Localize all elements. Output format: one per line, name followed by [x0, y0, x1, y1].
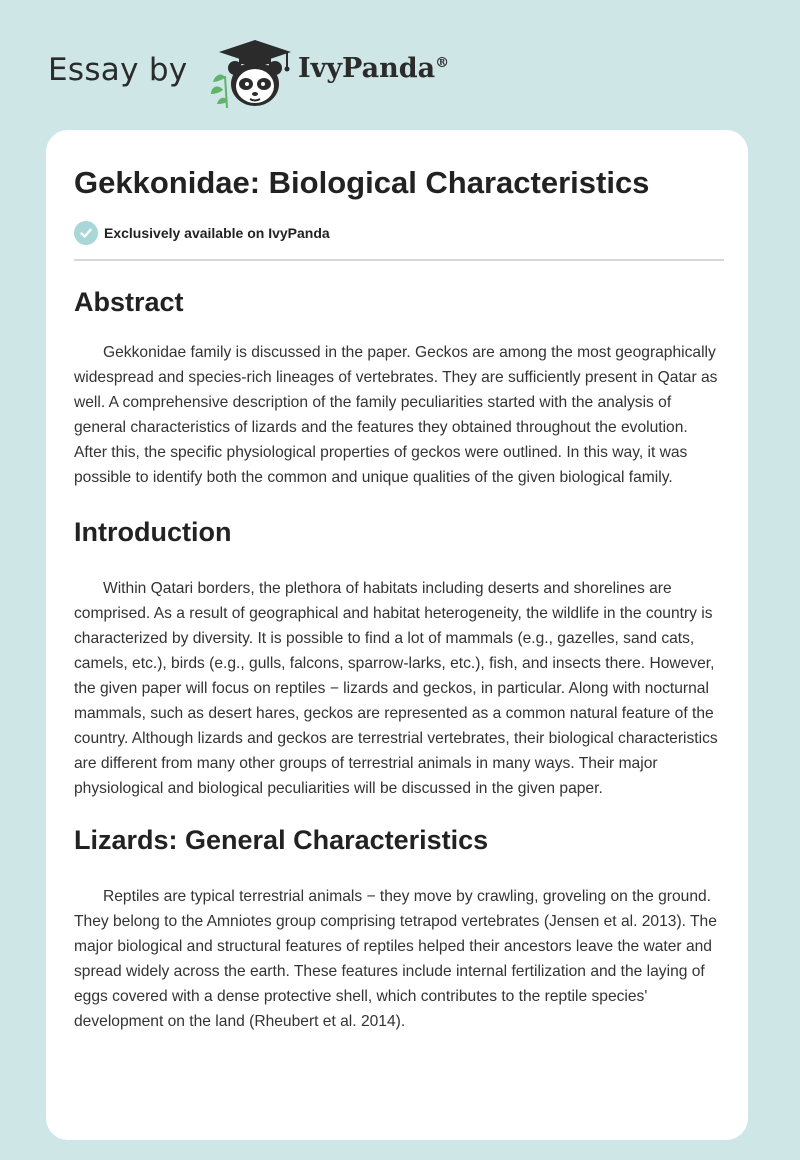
essay-content — [74, 163, 724, 1034]
essay-by-label: Essay by — [48, 52, 188, 88]
exclusive-badge — [74, 220, 724, 246]
page-title: Gekkonidae: Biological Characteristics — [74, 165, 650, 200]
registered-mark: ® — [435, 55, 450, 71]
panda-graduate-icon[interactable] — [203, 36, 298, 112]
section-heading-introduction: Introduction — [74, 517, 232, 547]
section-heading-abstract: Abstract — [74, 287, 184, 317]
section-paragraph-lizards: Reptiles are typical terrestrial animals − they move by crawling, groveling on the ground. They belong to the Amniotes group comprising tetrapod vertebrates (Jensen et al. 2013). The major biological and structural features of reptiles helped their ancestors leave the water and spread widely across the earth. These features include internal fertilization and the laying of eggs covered with a dense protective shell, which contributes to the reptile species' development on the land (Rheubert et al. 2014). — [74, 888, 717, 1030]
essay-card — [46, 130, 748, 1140]
divider — [74, 259, 724, 261]
section-paragraph-abstract: Gekkonidae family is discussed in the paper. Geckos are among the most geographically widespread and species-rich lineages of vertebrates. They are sufficiently present in Qatar as well. A comprehensive description of the family peculiarities started with the analysis of general characteristics of lizards and the features they obtained throughout the evolution. After this, the specific physiological properties of geckos were outlined. In this way, it was possible to identify both the common and unique qualities of the given biological family. — [74, 344, 718, 486]
brand-name[interactable] — [298, 53, 449, 84]
badge-label: Exclusively available on IvyPanda — [104, 225, 330, 241]
section-heading-lizards: Lizards: General Characteristics — [74, 825, 489, 855]
section-paragraph-introduction: Within Qatari borders, the plethora of habitats including deserts and shorelines are comprised. As a result of geographical and habitat heterogeneity, the wildlife in the country is characterized by diversity. It is possible to find a lot of mammals (e.g., gazelles, sand cats, camels, etc.), birds (e.g., gulls, falcons, sparrow-larks, etc.), fish, and insects there. However, the given paper will focus on reptiles − lizards and geckos, in particular. Along with nocturnal mammals, such as desert hares, geckos are represented as a common natural feature of the country. Although lizards and geckos are terrestrial vertebrates, their biological characteristics are different from many other groups of terrestrial animals in many ways. Their major physiological and biological peculiarities will be discussed in the given paper. — [74, 580, 718, 797]
check-icon — [74, 221, 98, 245]
site-header — [48, 36, 508, 116]
brand-text: IvyPanda — [298, 53, 436, 84]
